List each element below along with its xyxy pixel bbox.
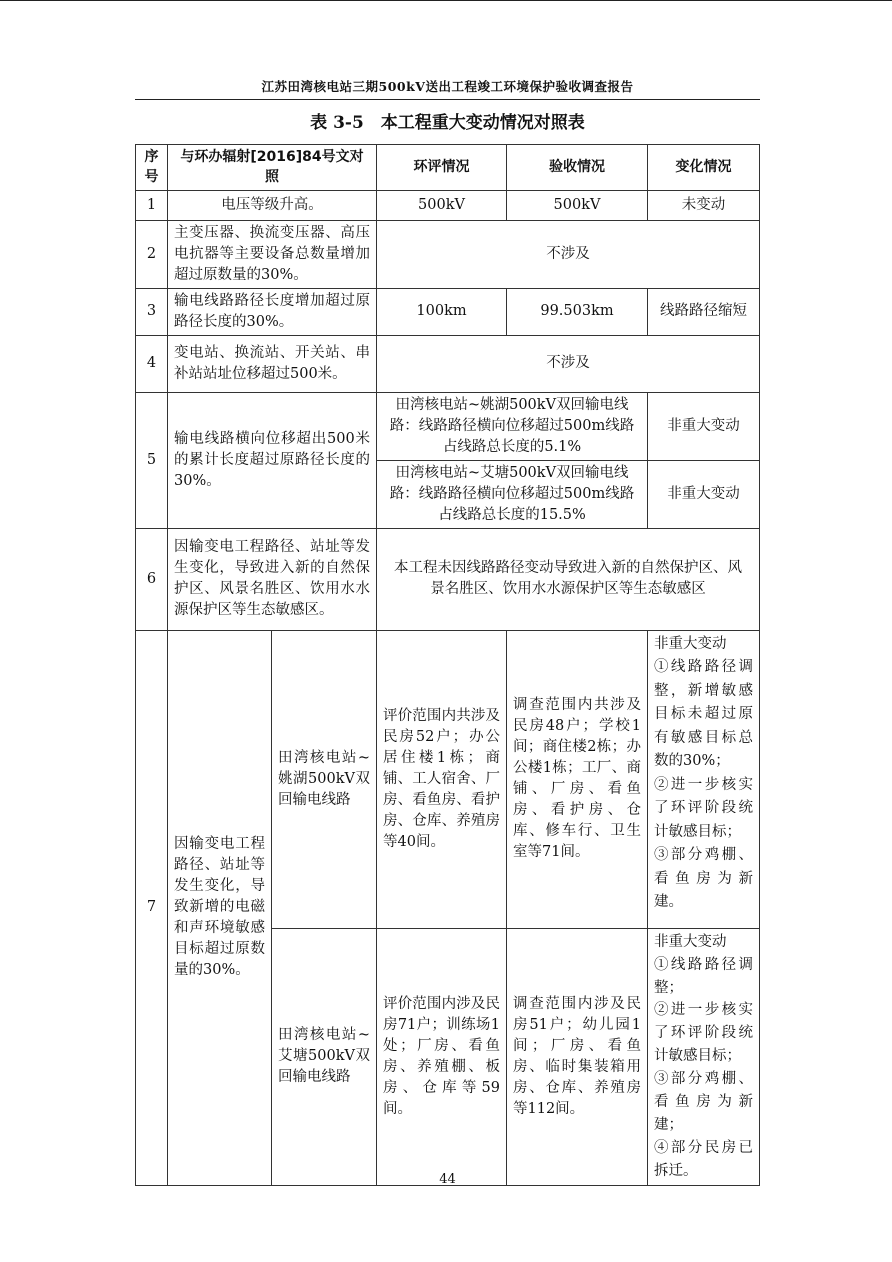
acceptance-cell: 500kV: [507, 190, 648, 220]
table-row: [136, 288, 760, 335]
table-row: [136, 630, 760, 928]
merged-cell: 不涉及: [377, 220, 760, 288]
running-header: 江苏田湾核电站三期500kV送出工程竣工环境保护验收调查报告: [261, 79, 634, 94]
seq-cell: 7: [136, 630, 168, 1185]
doc-cell: 主变压器、换流变压器、高压电抗器等主要设备总数量增加超过原数量的30%。: [168, 220, 377, 288]
change-cell: 线路路径缩短: [648, 288, 760, 335]
seq-cell: 2: [136, 220, 168, 288]
sub-text-cell: 田湾核电站~姚湖500kV双回输电线路：线路路径横向位移超过500m线路占线路总长度的5.1%: [377, 392, 648, 460]
change-line: ②进一步核实了环评阶段统计敏感目标；: [654, 776, 753, 840]
seq-cell: 6: [136, 528, 168, 630]
table-title: 表 3-5 本工程重大变动情况对照表: [310, 113, 585, 133]
table-row: [136, 220, 760, 288]
page-number: 44: [439, 1172, 456, 1187]
sub-text-cell: 田湾核电站~艾塘500kV双回输电线路：线路路径横向位移超过500m线路占线路总长度的15.5%: [377, 460, 648, 528]
doc-cell: 变电站、换流站、开关站、串补站站址位移超过500米。: [168, 335, 377, 392]
doc-cell: 输电线路横向位移超出500米的累计长度超过原路径长度的30%。: [168, 392, 377, 528]
table-row: [136, 392, 760, 460]
change-line: ①线路路径调整；: [654, 956, 753, 996]
col-seq: 序号: [136, 145, 168, 191]
col-eia: 环评情况: [377, 145, 507, 191]
col-change: 变化情况: [648, 145, 760, 191]
merged-cell: 本工程未因线路路径变动导致进入新的自然保护区、风景名胜区、饮用水水源保护区等生态敏感区: [377, 528, 760, 630]
change-cell: 非重大变动: [648, 392, 760, 460]
seq-cell: 5: [136, 392, 168, 528]
col-doc: 与环办辐射[2016]84号文对照: [168, 145, 377, 191]
change-cell: 未变动: [648, 190, 760, 220]
table-row: [136, 335, 760, 392]
change-cell: [648, 630, 760, 928]
change-cell: [648, 928, 760, 1185]
col-acceptance: 验收情况: [507, 145, 648, 191]
seq-cell: 1: [136, 190, 168, 220]
change-line: 非重大变动: [654, 933, 727, 950]
line-name-cell: 田湾核电站~艾塘500kV双回输电线路: [272, 928, 377, 1185]
change-line: ③部分鸡棚、看鱼房为新建；: [654, 1071, 753, 1134]
eia-cell: 500kV: [377, 190, 507, 220]
change-comparison-table: [135, 144, 760, 1186]
line-name-cell: 田湾核电站~姚湖500kV双回输电线路: [272, 630, 377, 928]
header-row: [136, 145, 760, 191]
seq-cell: 3: [136, 288, 168, 335]
change-line: ③部分鸡棚、看鱼房为新建。: [654, 847, 753, 911]
change-cell: 非重大变动: [648, 460, 760, 528]
merged-cell: 不涉及: [377, 335, 760, 392]
change-line: ②进一步核实了环评阶段统计敏感目标；: [654, 1002, 753, 1065]
acceptance-cell: 99.503km: [507, 288, 648, 335]
eia-cell: 评价范围内涉及民房71户；训练场1处；厂房、看鱼房、养殖棚、板房、仓库等59间。: [377, 928, 507, 1185]
change-line: 非重大变动: [654, 635, 727, 652]
acceptance-cell: 调查范围内共涉及民房48户；学校1间；商住楼2栋；办公楼1栋；工厂、商铺、厂房、看鱼房、看护房、仓库、修车行、卫生室等71间。: [507, 630, 648, 928]
doc-cell: 电压等级升高。: [168, 190, 377, 220]
table-row: [136, 528, 760, 630]
table-row: [136, 190, 760, 220]
doc-cell: 因输变电工程路径、站址等发生变化，导致新增的电磁和声环境敏感目标超过原数量的30%。: [168, 630, 272, 1185]
eia-cell: 100km: [377, 288, 507, 335]
change-line: ①线路路径调整，新增敏感目标未超过原有敏感目标总数的30%；: [654, 659, 753, 770]
eia-cell: 评价范围内共涉及民房52户；办公居住楼1栋；商铺、工人宿舍、厂房、看鱼房、看护房、仓库、养殖房等40间。: [377, 630, 507, 928]
doc-cell: 因输变电工程路径、站址等发生变化，导致进入新的自然保护区、风景名胜区、饮用水水源保护区等生态敏感区。: [168, 528, 377, 630]
top-border: [0, 0, 892, 1]
header-rule: [135, 99, 760, 100]
acceptance-cell: 调查范围内涉及民房51户；幼儿园1间；厂房、看鱼房、临时集装箱用房、仓库、养殖房等112间。: [507, 928, 648, 1185]
doc-cell: 输电线路路径长度增加超过原路径长度的30%。: [168, 288, 377, 335]
seq-cell: 4: [136, 335, 168, 392]
change-line: ④部分民房已拆迁。: [654, 1139, 753, 1179]
